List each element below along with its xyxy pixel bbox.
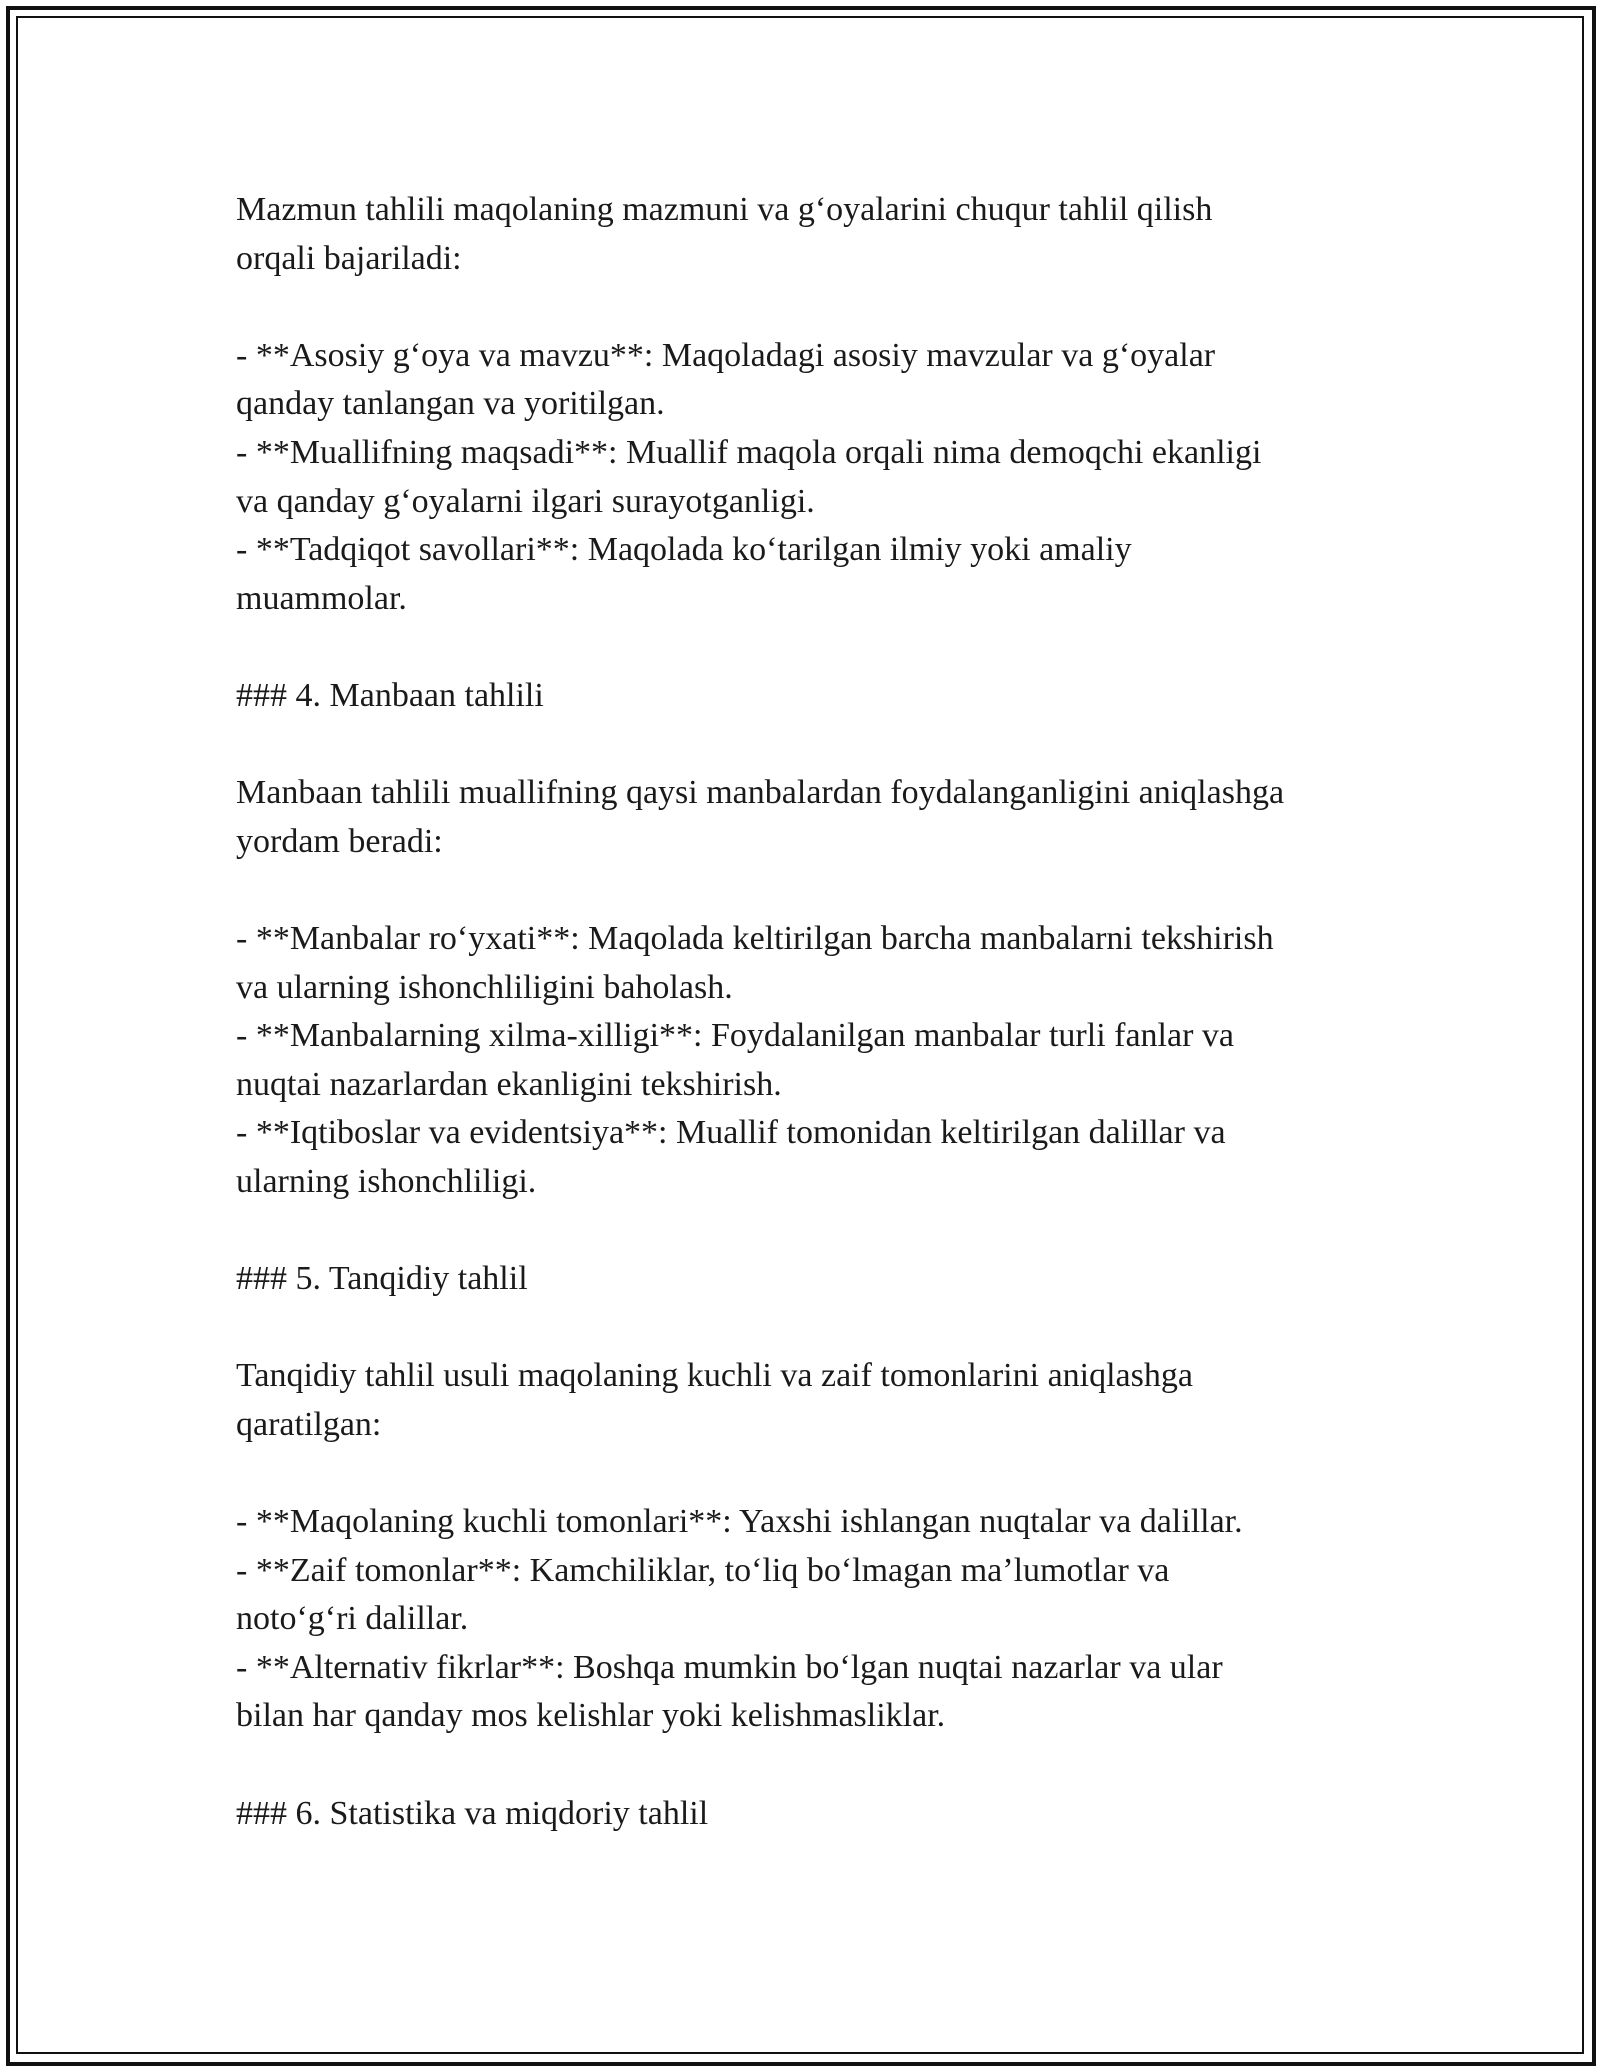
text-line: qanday tanlangan va yoritilgan. [236, 385, 665, 423]
bullet-list-sources [236, 915, 1376, 1207]
document-body [236, 186, 1376, 1838]
text-line: - **Maqolaning kuchli tomonlari**: Yaxshi ishlangan nuqtalar va dalillar. [236, 1503, 1243, 1541]
list-item [236, 1498, 1376, 1547]
text-line: va ularning ishonchliligini baholash. [236, 968, 733, 1006]
text-line: - **Tadqiqot savollari**: Maqolada ko‘tarilgan ilmiy yoki amaliy [236, 531, 1132, 569]
list-item [236, 1547, 1376, 1644]
text-line: muammolar. [236, 579, 407, 617]
text-line: Tanqidiy tahlil usuli maqolaning kuchli va zaif tomonlarini aniqlashga [236, 1357, 1193, 1395]
section-heading-4: ### 4. Manbaan tahlili [236, 676, 544, 714]
text-line: bilan har qanday mos kelishlar yoki kelishmasliklar. [236, 1697, 946, 1735]
text-line: ularning ishonchliligi. [236, 1162, 537, 1200]
text-line: - **Muallifning maqsadi**: Muallif maqola orqali nima demoqchi ekanligi [236, 433, 1262, 471]
text-line: - **Manbalarning xilma-xilligi**: Foydalanilgan manbalar turli fanlar va [236, 1017, 1235, 1055]
text-line: - **Asosiy g‘oya va mavzu**: Maqoladagi asosiy mavzular va g‘oyalar [236, 336, 1216, 374]
text-line: noto‘g‘ri dalillar. [236, 1600, 469, 1638]
section-heading-5: ### 5. Tanqidiy tahlil [236, 1260, 528, 1298]
bullet-list-critical [236, 1498, 1376, 1741]
text-line: yordam beradi: [236, 822, 443, 860]
text-line: orqali bajariladi: [236, 239, 462, 277]
text-line: va qanday g‘oyalarni ilgari surayotganligi. [236, 482, 815, 520]
list-item [236, 1012, 1376, 1109]
text-line: Mazmun tahlili maqolaning mazmuni va g‘oyalarini chuqur tahlil qilish [236, 191, 1213, 228]
text-line: - **Zaif tomonlar**: Kamchiliklar, to‘liq bo‘lmagan ma’lumotlar va [236, 1551, 1170, 1589]
bullet-list-content [236, 332, 1376, 624]
section4-intro-paragraph [236, 769, 1376, 866]
text-line: - **Iqtiboslar va evidentsiya**: Muallif tomonidan keltirilgan dalillar va [236, 1114, 1226, 1152]
text-line: qaratilgan: [236, 1405, 382, 1443]
text-line: Manbaan tahlili muallifning qaysi manbalardan foydalanganligini aniqlashga [236, 774, 1285, 812]
list-item [236, 915, 1376, 1012]
text-line: nuqtai nazarlardan ekanligini tekshirish. [236, 1065, 782, 1103]
list-item [236, 526, 1376, 623]
intro-paragraph [236, 186, 1376, 283]
list-item [236, 429, 1376, 526]
list-item [236, 1109, 1376, 1206]
text-line: - **Manbalar ro‘yxati**: Maqolada keltirilgan barcha manbalarni tekshirish [236, 919, 1274, 957]
section-heading-6: ### 6. Statistika va miqdoriy tahlil [236, 1794, 709, 1832]
text-line: - **Alternativ fikrlar**: Boshqa mumkin bo‘lgan nuqtai nazarlar va ular [236, 1648, 1223, 1686]
list-item [236, 1644, 1376, 1741]
list-item [236, 332, 1376, 429]
section5-intro-paragraph [236, 1352, 1376, 1449]
